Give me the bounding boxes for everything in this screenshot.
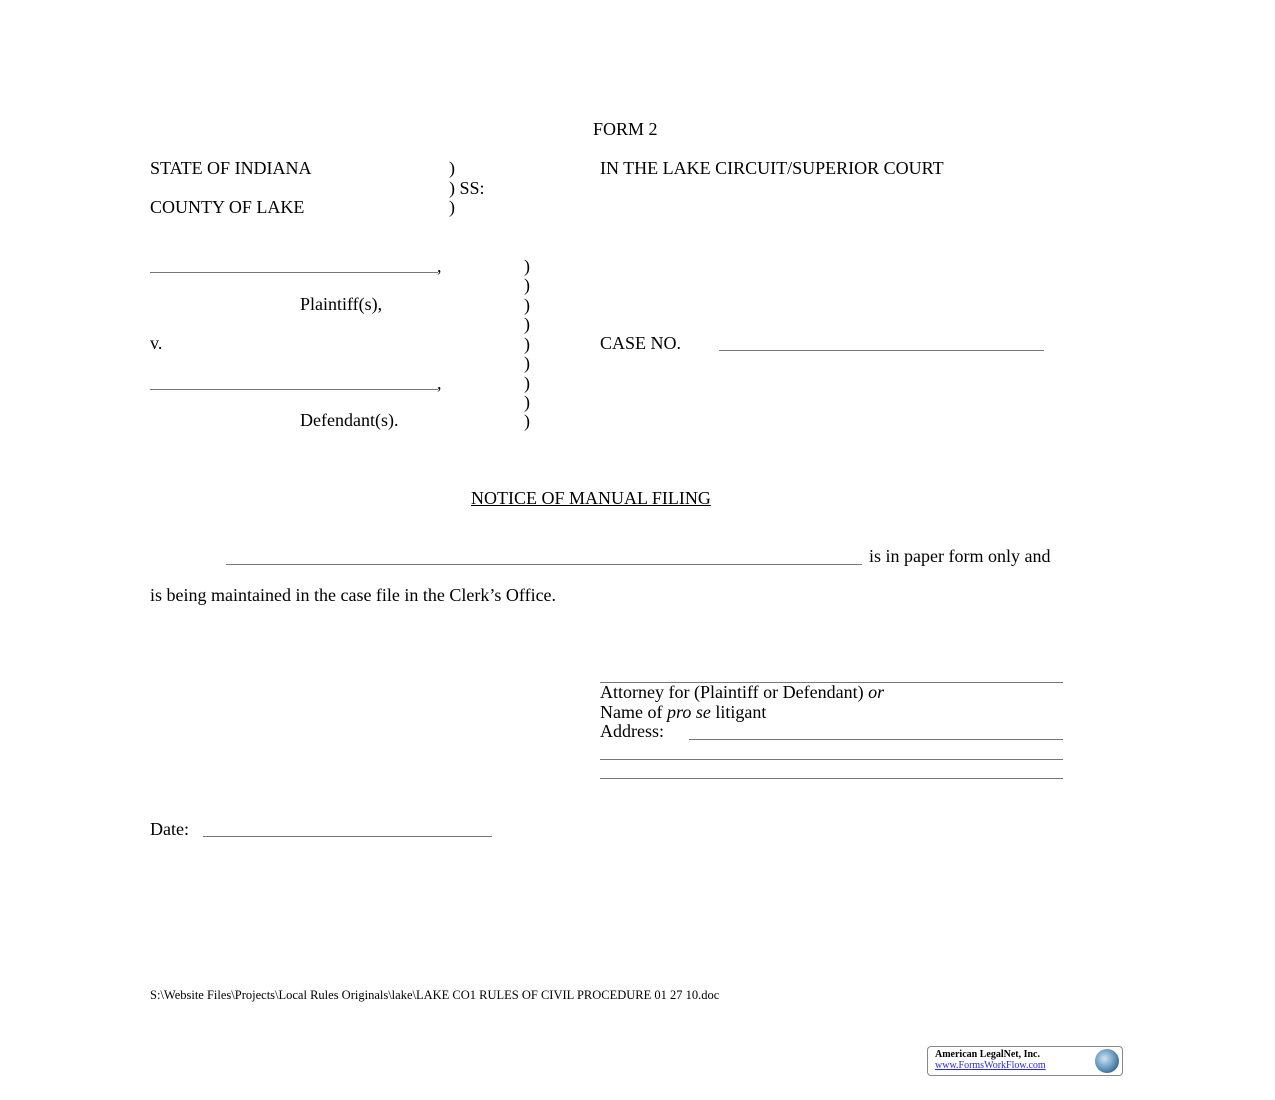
versus-label: v. (150, 333, 163, 353)
comma: , (437, 256, 442, 276)
notice-line1: is in paper form only and (869, 546, 1051, 566)
date-line[interactable] (203, 836, 492, 837)
defendant-label: Defendant(s). (300, 410, 399, 430)
paren: ) (524, 392, 530, 412)
ss-label: ) SS: (449, 178, 485, 198)
paren: ) (524, 334, 530, 354)
pro-se-text: pro se (666, 702, 711, 722)
paren: ) (524, 275, 530, 295)
american-legalnet-logo[interactable] (927, 1046, 1123, 1076)
pro-se-label (600, 702, 766, 722)
paren: ) (524, 256, 530, 276)
notice-title: NOTICE OF MANUAL FILING (471, 488, 711, 508)
address-line-1[interactable] (689, 739, 1063, 740)
attorney-text: Attorney for (Plaintiff or Defendant) (600, 682, 869, 702)
paren: ) (449, 158, 455, 178)
name-text: Name of (600, 702, 667, 722)
notice-line2: is being maintained in the case file in the Clerk’s Office. (150, 585, 557, 605)
plaintiff-label: Plaintiff(s), (300, 294, 383, 314)
paren: ) (524, 373, 530, 393)
plaintiff-name-line[interactable] (150, 272, 438, 273)
paren: ) (524, 314, 530, 334)
case-no-line[interactable] (719, 350, 1044, 351)
footer-file-path: S:\Website Files\Projects\Local Rules Originals\lake\LAKE CO1 RULES OF CIVIL PROCEDURE 01 27 10.doc (150, 988, 720, 1002)
case-no-label: CASE NO. (600, 333, 682, 353)
date-label: Date: (150, 819, 189, 839)
state-label: STATE OF INDIANA (150, 158, 312, 178)
court-name: IN THE LAKE CIRCUIT/SUPERIOR COURT (600, 158, 944, 178)
document-name-line[interactable] (226, 564, 862, 565)
paren: ) (524, 295, 530, 315)
paren: ) (524, 353, 530, 373)
defendant-name-line[interactable] (150, 389, 438, 390)
logo-url-link[interactable]: www.FormsWorkFlow.com (935, 1060, 1046, 1071)
logo-company-name: American LegalNet, Inc. (935, 1049, 1040, 1060)
address-label: Address: (600, 721, 664, 741)
comma: , (437, 373, 442, 393)
county-label: COUNTY OF LAKE (150, 197, 305, 217)
litigant-text: litigant (710, 702, 767, 722)
paren: ) (449, 197, 455, 217)
or-text: or (868, 682, 885, 702)
paren: ) (524, 411, 530, 431)
address-line-2[interactable] (600, 759, 1063, 760)
address-line-3[interactable] (600, 778, 1063, 779)
globe-icon (1095, 1049, 1119, 1073)
form-title: FORM 2 (593, 119, 658, 139)
attorney-label (600, 682, 884, 702)
